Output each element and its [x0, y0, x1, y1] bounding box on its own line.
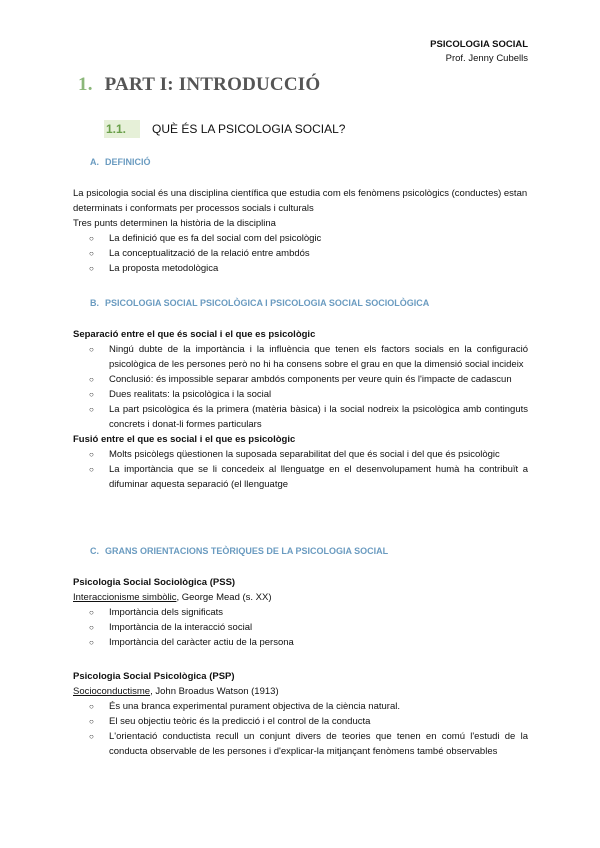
subsection-c-letter: C.: [90, 546, 99, 556]
section-number: 1.1.: [104, 120, 140, 138]
list-item: ○ El seu objectiu teòric és la predicció i el control de la conducta: [73, 714, 528, 729]
psp-block: [73, 669, 528, 759]
list-item: ○ La importància que se li concedeix al llenguatge en el desenvolupament humà ha contribuït a difuminar aquesta separació (el llenguatge: [73, 462, 528, 492]
pss-author-line: [73, 590, 528, 605]
subsection-c-heading: [90, 546, 388, 556]
separation-list: [73, 342, 528, 432]
part-heading: [78, 74, 320, 96]
subsection-c-title: GRANS ORIENTACIONS TEÒRIQUES DE LA PSICOLOGIA SOCIAL: [105, 546, 389, 556]
pss-author: , George Mead (s. XX): [176, 592, 272, 603]
fusion-heading: Fusió entre el que es social i el que es psicològic: [73, 434, 296, 445]
list-item: ○ Conclusió: és impossible separar ambdós components per veure quin és l'impacte de cadascun: [73, 372, 528, 387]
subsection-b-heading: [90, 298, 429, 308]
professor-name: Prof. Jenny Cubells: [445, 53, 528, 64]
list-item: ○ Ningú dubte de la importància i la influència que tenen els factors socials en la configuració psicològica de les persones però no hi ha consens sobre el grau en que la dimensió social incideix: [73, 342, 528, 372]
course-title: PSICOLOGIA SOCIAL: [430, 39, 528, 50]
list-item: ○ La conceptualització de la relació entre ambdós: [73, 246, 528, 261]
part-title: PART I: INTRODUCCIÓ: [104, 74, 321, 95]
pss-heading: Psicologia Social Sociològica (PSS): [73, 577, 236, 588]
psp-term: Socioconductisme: [73, 686, 151, 697]
subsection-a-letter: A.: [90, 157, 99, 167]
pss-term: Interaccionisme simbòlic: [73, 592, 177, 603]
list-item: ○ És una branca experimental purament objectiva de la ciència natural.: [73, 699, 528, 714]
list-item: ○ La definició que es fa del social com del psicològic: [73, 231, 528, 246]
section-heading: [104, 120, 345, 138]
list-item: ○ Molts psicòlegs qüestionen la suposada separabilitat del que és social i del que és psicològic: [73, 447, 528, 462]
subsection-a-heading: [90, 157, 151, 167]
list-item: ○ Dues realitats: la psicològica i la social: [73, 387, 528, 402]
subsection-a-title: DEFINICIÓ: [105, 157, 151, 167]
fusion-list: [73, 447, 528, 492]
history-points-list: [73, 231, 528, 276]
section-title: QUÈ ÉS LA PSICOLOGIA SOCIAL?: [152, 122, 346, 136]
list-item: ○ Importància del caràcter actiu de la persona: [73, 635, 528, 650]
psp-list: [73, 699, 528, 759]
psp-heading: Psicologia Social Psicològica (PSP): [73, 671, 235, 682]
subsection-b-body: [73, 327, 528, 492]
history-intro: Tres punts determinen la història de la disciplina: [73, 218, 276, 229]
list-item: ○ L'orientació conductista recull un conjunt divers de teories que tenen en comú l'estudi de la conducta observable de les persones i d'explicar-la mitjançant fenòmens també observables: [73, 729, 528, 759]
list-item: ○ Importància dels significats: [73, 605, 528, 620]
psp-author-line: [73, 684, 528, 699]
list-item: ○ La proposta metodològica: [73, 261, 528, 276]
subsection-a-body: [73, 186, 528, 276]
subsection-b-title: PSICOLOGIA SOCIAL PSICOLÒGICA I PSICOLOGIA SOCIAL SOCIOLÒGICA: [105, 298, 430, 308]
definition-paragraph: La psicologia social és una disciplina científica que estudia com els fenòmens psicològics (conductes) estan determinats i conformats per processos socials i culturals: [73, 188, 528, 214]
list-item: ○ Importància de la interacció social: [73, 620, 528, 635]
list-item: ○ La part psicològica és la primera (matèria bàsica) i la social nodreix la psicològica amb continguts concrets i donat-li formes particulars: [73, 402, 528, 432]
subsection-b-letter: B.: [90, 298, 99, 308]
pss-list: [73, 605, 528, 650]
pss-block: [73, 575, 528, 650]
page-header: [430, 38, 528, 66]
separation-heading: Separació entre el que és social i el que es psicològic: [73, 329, 316, 340]
part-number: 1.: [78, 74, 93, 95]
psp-author: , John Broadus Watson (1913): [150, 686, 279, 697]
